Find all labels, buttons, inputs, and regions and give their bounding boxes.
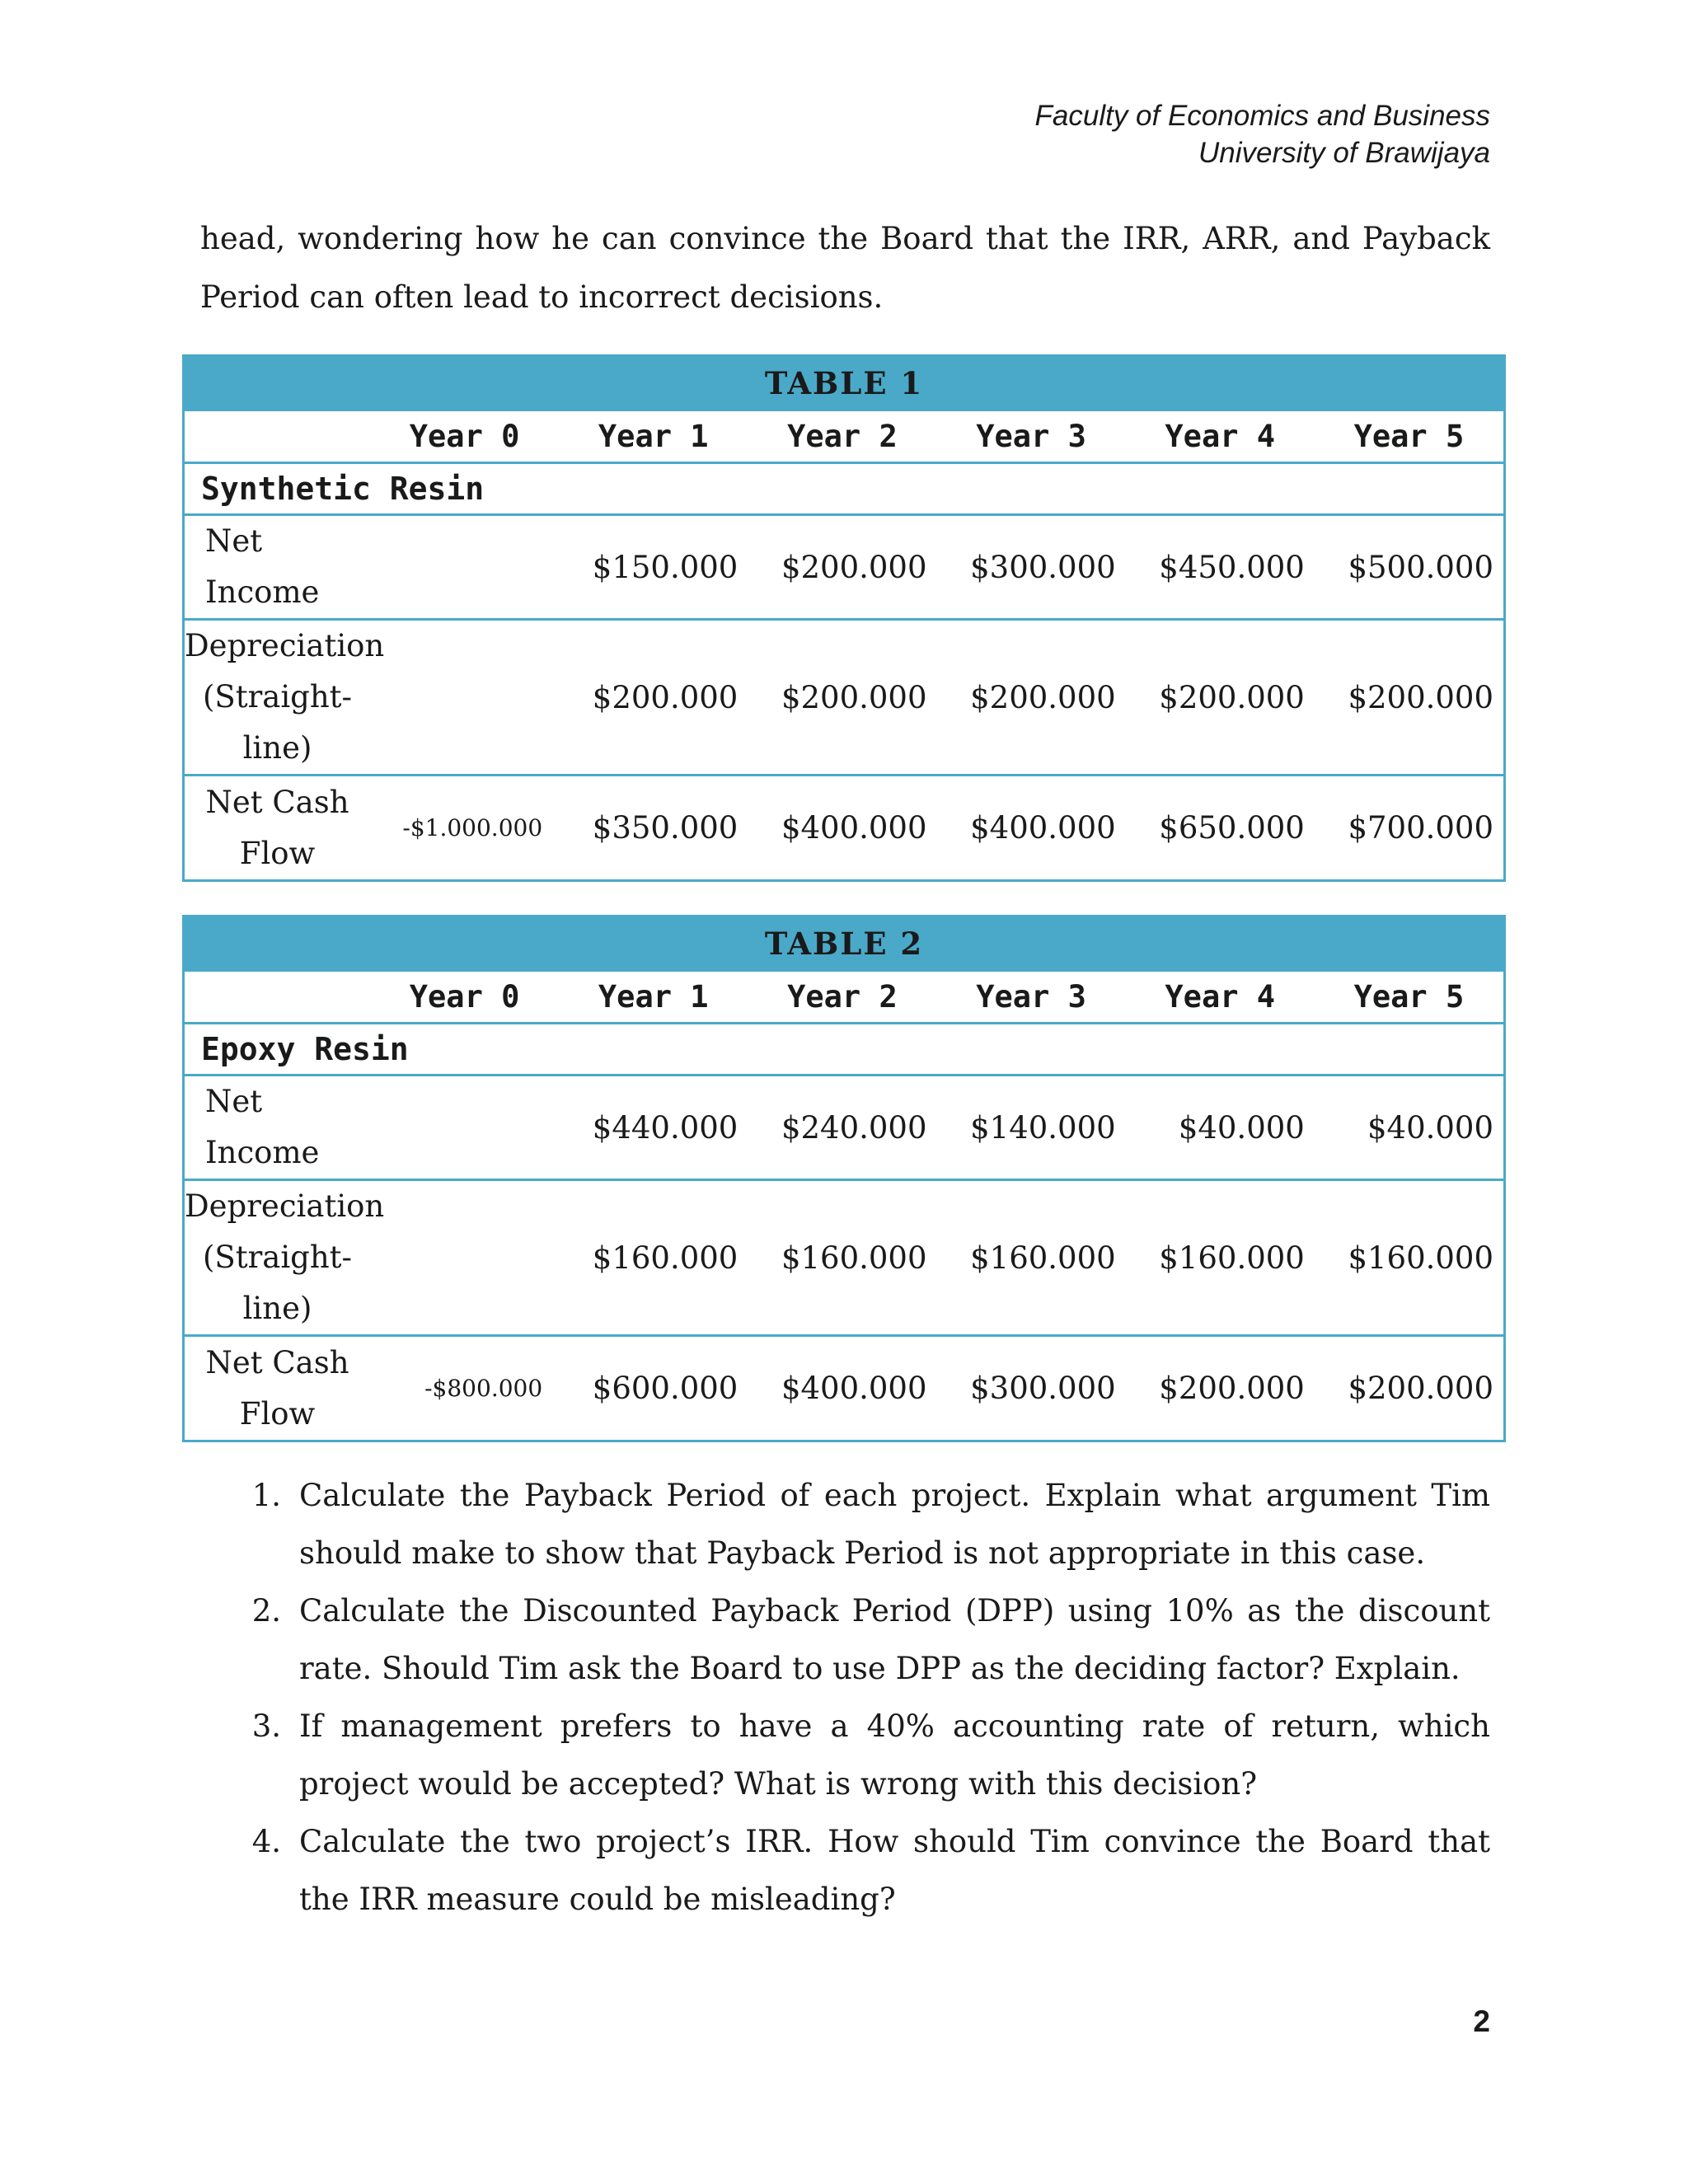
table-cell: $500.000 (1348, 549, 1493, 585)
table-cell: $450.000 (1159, 549, 1305, 585)
year-2-header: Year 2 (787, 979, 898, 1015)
intro-paragraph: head, wondering how he can convince the Board that the IRR, ARR, and Payback Period can often lead to incorrect decisions. (200, 221, 1490, 315)
table-row (185, 777, 1503, 879)
table-cell: $300.000 (970, 1371, 1116, 1406)
faculty-name: Faculty of Economics and Business (1034, 100, 1490, 132)
table-cell: -$800.000 (424, 1375, 543, 1402)
year-3-header: Year 3 (976, 419, 1086, 454)
table-cell: $200.000 (1348, 679, 1493, 715)
table-cell: $140.000 (970, 1109, 1116, 1146)
question-text: Calculate the Discounted Payback Period (DPP) using 10% as the discount rate. Should Tim ask the Board to use DPP as the deciding factor? Explain. (299, 1593, 1490, 1686)
university-name: University of Brawijaya (1198, 137, 1490, 169)
table-cell: $40.000 (1367, 1109, 1493, 1146)
table-cell: $160.000 (970, 1240, 1116, 1276)
table-cell: $350.000 (592, 810, 738, 846)
list-item (200, 1467, 1490, 1582)
table-2-section-label: Epoxy Resin (201, 1031, 409, 1067)
page-number: 2 (1473, 2004, 1490, 2038)
table-cell: $400.000 (970, 810, 1116, 846)
year-3-header: Year 3 (976, 979, 1086, 1015)
year-1-header: Year 1 (598, 979, 709, 1015)
table-cell: $40.000 (1178, 1109, 1305, 1146)
table-cell: $240.000 (781, 1109, 927, 1146)
question-list (200, 1467, 1490, 1929)
table-cell: $600.000 (592, 1371, 738, 1406)
table-cell: $400.000 (781, 810, 927, 846)
table-cell: $200.000 (592, 679, 738, 715)
year-0-header: Year 0 (409, 419, 520, 454)
table-cell: $160.000 (781, 1240, 927, 1276)
table-row (185, 1076, 1503, 1179)
net-cash-flow-label: Net Cash Flow (205, 1344, 349, 1432)
table-row (185, 1338, 1503, 1440)
list-item (200, 1582, 1490, 1698)
question-number: 3. (251, 1708, 281, 1744)
year-5-header: Year 5 (1353, 979, 1465, 1015)
table-cell: $200.000 (1348, 1371, 1493, 1406)
table-cell: -$1.000.000 (402, 814, 543, 841)
table-cell: $160.000 (592, 1240, 738, 1276)
year-4-header: Year 4 (1165, 979, 1276, 1015)
table-1 (182, 354, 1506, 882)
list-item (200, 1813, 1490, 1929)
table-2-title: TABLE 2 (184, 916, 1505, 971)
net-cash-flow-label: Net Cash Flow (205, 784, 349, 871)
question-number: 4. (251, 1824, 281, 1859)
table-1-section-label: Synthetic Resin (201, 471, 485, 507)
table-row (185, 1181, 1503, 1334)
table-cell: $150.000 (592, 549, 738, 585)
table-cell: $200.000 (1159, 679, 1305, 715)
net-income-label: Net Income (205, 523, 320, 610)
question-text: Calculate the Payback Period of each project. Explain what argument Tim should make to show that Payback Period is not appropriate in this case. (299, 1478, 1490, 1571)
table-row (185, 621, 1503, 774)
question-text: Calculate the two project’s IRR. How should Tim convince the Board that the IRR measure could be misleading? (299, 1824, 1490, 1917)
year-4-header: Year 4 (1165, 419, 1276, 454)
year-2-header: Year 2 (787, 419, 898, 454)
table-cell: $200.000 (970, 679, 1116, 715)
depreciation-label: Depreciation (Straight- line) (185, 628, 385, 766)
table-cell: $200.000 (1159, 1371, 1305, 1406)
year-5-header: Year 5 (1353, 419, 1465, 454)
year-1-header: Year 1 (598, 419, 709, 454)
question-text: If management prefers to have a 40% accounting rate of return, which project would be accepted? What is wrong with this decision? (299, 1708, 1490, 1802)
table-row (185, 516, 1503, 618)
table-1-year-header (185, 419, 1503, 454)
table-cell: $160.000 (1159, 1240, 1305, 1276)
list-item (200, 1698, 1490, 1813)
table-cell: $300.000 (970, 549, 1116, 585)
table-cell: $700.000 (1348, 810, 1493, 846)
table-cell: $440.000 (592, 1109, 738, 1146)
table-cell: $650.000 (1159, 810, 1305, 846)
question-number: 1. (251, 1478, 281, 1513)
question-number: 2. (251, 1593, 281, 1629)
table-2 (182, 915, 1506, 1442)
table-1-title: TABLE 1 (184, 356, 1505, 410)
table-cell: $400.000 (781, 1371, 927, 1406)
table-cell: $160.000 (1348, 1240, 1493, 1276)
table-2-year-header (185, 979, 1503, 1015)
page-header (1035, 97, 1490, 171)
table-cell: $200.000 (781, 679, 927, 715)
table-cell: $200.000 (781, 549, 927, 585)
depreciation-label: Depreciation (Straight- line) (185, 1188, 385, 1326)
net-income-label: Net Income (205, 1084, 320, 1170)
year-0-header: Year 0 (409, 979, 520, 1015)
